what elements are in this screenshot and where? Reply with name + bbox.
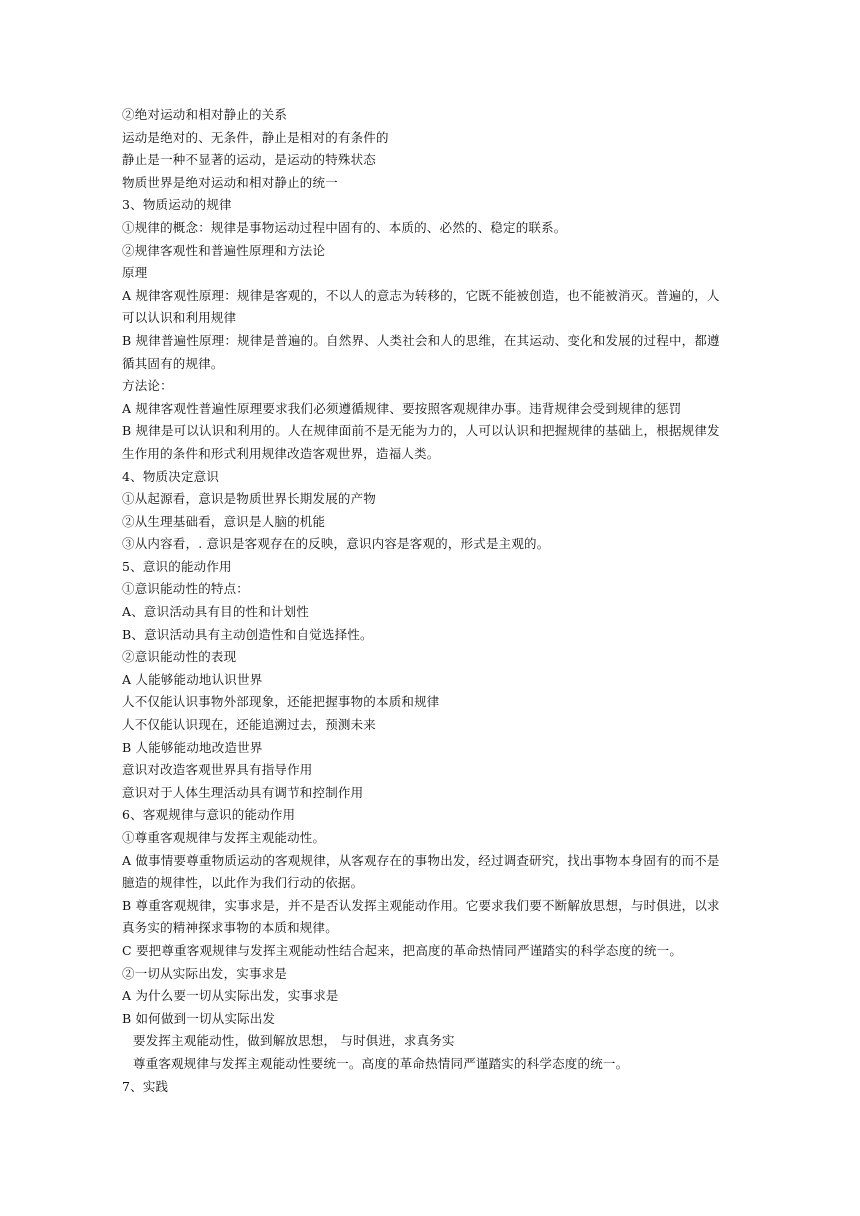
text-line: ①意识能动性的特点： — [122, 581, 250, 597]
text-line: ①尊重客观规律与发挥主观能动性。 — [122, 830, 326, 845]
document-body — [122, 104, 740, 1098]
text-line: ②从生理基础看，意识是人脑的机能 — [122, 513, 326, 529]
text-line: 运动是绝对的、无条件，静止是相对的有条件的 — [122, 129, 389, 145]
text-line: ②绝对运动和相对静止的关系 — [122, 107, 288, 122]
text-line: B 尊重客观规律，实事求是，并不是否认发挥主观能动作用。它要求我们要不断解放思想，与时俱进，以求 — [122, 897, 720, 913]
text-line: ③从内容看，. 意识是客观存在的反映，意识内容是客观的，形式是主观的。 — [122, 536, 550, 552]
text-line: 循其固有的规律。 — [122, 355, 224, 371]
section-heading: 5、意识的能动作用 — [122, 558, 232, 574]
text-line: 人不仅能认识现在，还能追溯过去，预测未来 — [122, 717, 377, 733]
text-line: A 做事情要尊重物质运动的客观规律，从客观存在的事物出发，经过调查研究，找出事物本身固有的而不是 — [122, 852, 720, 868]
text-line: B、意识活动具有主动创造性和自觉选择性。 — [122, 626, 373, 642]
text-line: 意识对改造客观世界具有指导作用 — [122, 762, 313, 778]
text-line: 意识对于人体生理活动具有调节和控制作用 — [122, 784, 364, 800]
text-line: 真务实的精神探求事物的本质和规律。 — [122, 920, 338, 936]
text-line: 原理 — [122, 265, 148, 281]
text-line: ②意识能动性的表现 — [122, 649, 237, 665]
text-line: 静止是一种不显著的运动，是运动的特殊状态 — [122, 152, 377, 168]
text-line: A 人能够能动地认识世界 — [122, 671, 263, 687]
text-line: A、意识活动具有目的性和计划性 — [122, 604, 310, 620]
text-line: B 人能够能动地改造世界 — [122, 739, 263, 755]
section-heading: 7、实践 — [122, 1078, 169, 1094]
text-line: ②规律客观性和普遍性原理和方法论 — [122, 242, 326, 258]
text-line: A 规律客观性原理：规律是客观的，不以人的意志为转移的，它既不能被创造，也不能被消灭。普遍的，人 — [122, 287, 720, 303]
text-line: 可以认识和利用规律 — [122, 310, 237, 326]
text-line: C 要把尊重客观规律与发挥主观能动性结合起来，把高度的革命热情同严谨踏实的科学态度的统一。 — [122, 942, 683, 958]
text-line: ①从起源看，意识是物质世界长期发展的产物 — [122, 491, 377, 507]
text-line: 生作用的条件和形式利用规律改造客观世界，造福人类。 — [122, 445, 440, 461]
section-heading: 6、客观规律与意识的能动作用 — [122, 807, 296, 823]
text-line: 尊重客观规律与发挥主观能动性要统一。高度的革命热情同严谨踏实的科学态度的统一。 — [133, 1055, 629, 1071]
text-line: A 为什么要一切从实际出发，实事求是 — [122, 988, 339, 1004]
text-line: A 规律客观性普遍性原理要求我们必须遵循规律、要按照客观规律办事。违背规律会受到规律的惩罚 — [122, 400, 682, 416]
text-line: 物质世界是绝对运动和相对静止的统一 — [122, 174, 338, 190]
text-line: 方法论： — [122, 378, 173, 394]
text-line: 臆造的规律性，以此作为我们行动的依据。 — [122, 875, 364, 891]
section-heading: 3、物质运动的规律 — [122, 197, 232, 213]
text-line: ①规律的概念：规律是事物运动过程中固有的、本质的、必然的、稳定的联系。 — [122, 219, 567, 235]
text-line: ②一切从实际出发，实事求是 — [122, 965, 288, 981]
text-line: B 如何做到一切从实际出发 — [122, 1010, 276, 1026]
text-line: 人不仅能认识事物外部现象，还能把握事物的本质和规律 — [122, 694, 440, 710]
section-heading: 4、物质决定意识 — [122, 468, 220, 484]
text-line: B 规律普遍性原理：规律是普遍的。自然界、人类社会和人的思维，在其运动、变化和发展的过程中，都遵 — [122, 332, 720, 348]
text-line: 要发挥主观能动性，做到解放思想， 与时俱进，求真务实 — [133, 1033, 455, 1049]
text-line: B 规律是可以认识和利用的。人在规律面前不是无能为力的，人可以认识和把握规律的基础上，根据规律发 — [122, 423, 720, 439]
